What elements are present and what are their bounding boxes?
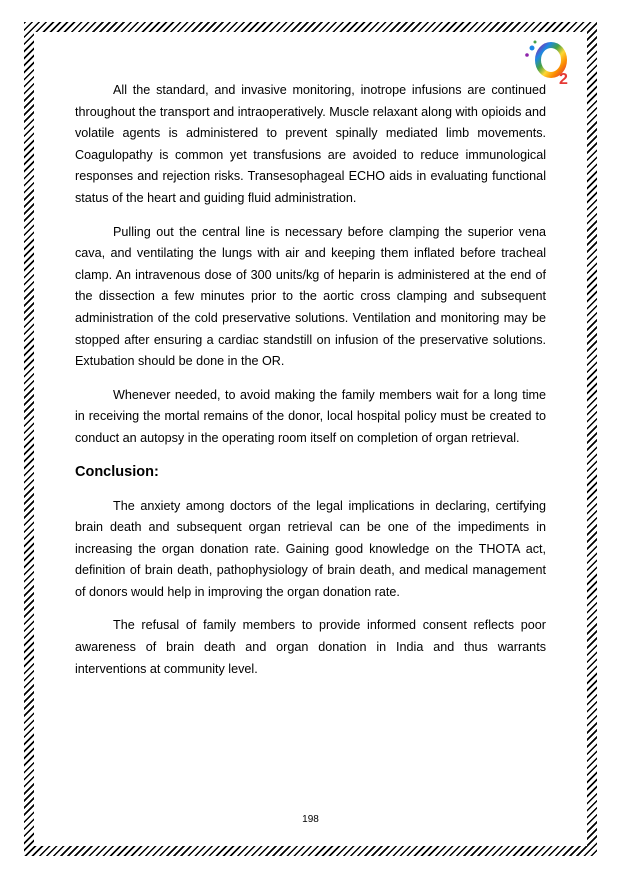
document-body xyxy=(75,80,546,692)
section-heading-conclusion: Conclusion: xyxy=(75,463,159,480)
paragraph-conclusion-anxiety: The anxiety among doctors of the legal implications in declaring, certifying brain death and subsequent organ retrieval can be one of the impediments in increasing the organ donation rate. Gaining good knowledge on the THOTA act, definition of brain death, pathophysiology of brain death, and medical management of donors would help in improving the organ donation rate. xyxy=(75,498,546,599)
svg-text:2: 2 xyxy=(559,71,568,88)
paragraph-central-line: Pulling out the central line is necessary before clamping the superior vena cava, and ventilating the lungs with air and keeping them inflated before tracheal clamp. An intravenous dose of 300 units/kg of heparin is administered at the end of the dissection a few minutes prior to the aortic cross clamping and subsequent administration of the cold preservative solutions. Ventilation and monitoring may be stopped after ensuring a cardiac standstill on infusion of the preservative solutions. Extubation should be done in the OR. xyxy=(75,224,546,369)
paragraph-autopsy: Whenever needed, to avoid making the family members wait for a long time in receiving the mortal remains of the donor, local hospital policy must be created to conduct an autopsy in the operating room itself on completion of organ retrieval. xyxy=(75,387,546,445)
page-number: 198 xyxy=(302,814,319,825)
paragraph-conclusion-consent: The refusal of family members to provide informed consent reflects poor awareness of brain death and organ donation in India and thus warrants interventions at community level. xyxy=(75,618,546,676)
paragraph-monitoring: All the standard, and invasive monitoring, inotrope infusions are continued throughout the transport and intraoperatively. Muscle relaxant along with opioids and volatile agents is administered to prevent spinally mediated limb movements. Coagulopathy is common yet transfusions are avoided to reduce immunological responses and rejection risks. Transesophageal ECHO aids in evaluating functional status of the heart and guiding fluid administration. xyxy=(75,83,546,205)
